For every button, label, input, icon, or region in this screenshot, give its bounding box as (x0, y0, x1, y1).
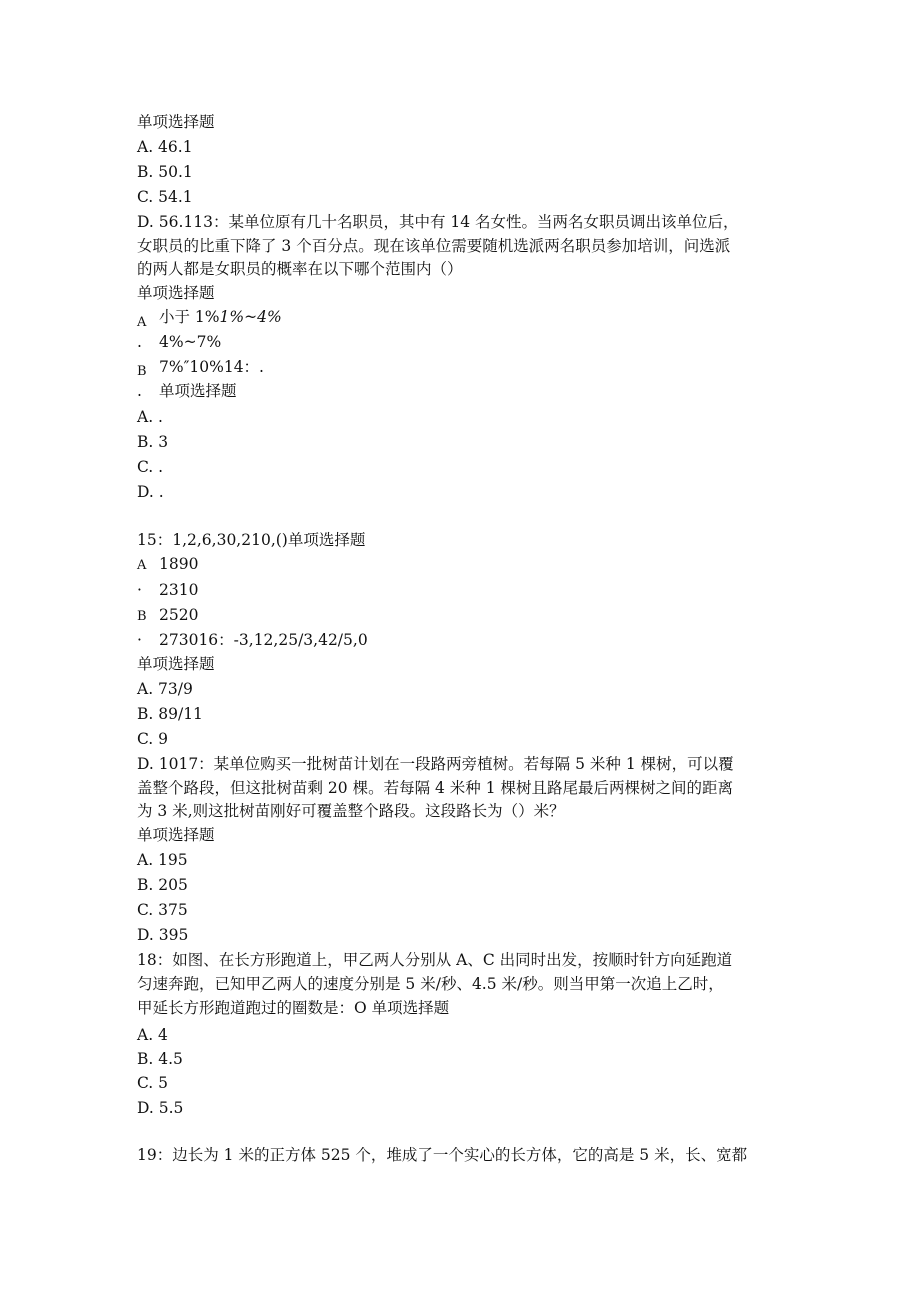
option-text: 1890 (159, 555, 199, 573)
question-type-label: 单项选择题 (137, 655, 215, 673)
option-marker: A (137, 558, 147, 573)
question-type-label: 单项选择题 (137, 284, 215, 302)
option-c: C. 9 (137, 730, 169, 748)
question-type-label: 单项选择题 (137, 826, 215, 844)
option-a: A. . (137, 408, 163, 426)
question-17-text: 为 3 米,则这批树苗刚好可覆盖整个路段。这段路长为（）米？ (137, 802, 565, 820)
question-17-text: 盖整个路段，但这批树苗剩 20 棵。若每隔 4 米种 1 棵树且路尾最后两棵树之间的距离 (137, 779, 734, 797)
option-marker: · (137, 581, 142, 599)
question-18-text: 甲延长方形跑道跑过的圈数是：O 单项选择题 (137, 999, 450, 1017)
option-d: D. 395 (137, 926, 189, 944)
option-text: 小于 1% (159, 308, 220, 326)
option-row (137, 332, 221, 352)
option-text: 1%~4% (219, 308, 282, 326)
question-19-text: 19：边长为 1 米的正方体 525 个，堆成了一个实心的长方体，它的高是 5 米，长、宽都 (137, 1146, 748, 1164)
option-b: B. 89/11 (137, 705, 203, 723)
option-marker: . (137, 382, 142, 400)
option-b: B. 3 (137, 433, 169, 451)
option-marker: B (137, 364, 147, 379)
option-d-question-13: D. 56.113：某单位原有几十名职员，其中有 14 名女性。当两名女职员调出该单位后， (137, 213, 739, 231)
option-a: A. 195 (137, 851, 188, 869)
option-d: D. . (137, 483, 164, 501)
option-a: A. 4 (137, 1026, 168, 1044)
option-row (137, 605, 198, 627)
option-text: 2520 (159, 606, 199, 624)
option-marker: A (137, 315, 147, 330)
option-b: B. 205 (137, 876, 188, 894)
option-row (137, 580, 198, 600)
option-row (137, 381, 237, 401)
question-type-label: 单项选择题 (159, 382, 237, 400)
option-b: B. 50.1 (137, 163, 193, 181)
question-13-text: 的两人都是女职员的概率在以下哪个范围内（） (137, 260, 463, 278)
option-row (137, 357, 264, 379)
option-marker: · (137, 631, 142, 649)
option-c: C. 375 (137, 901, 188, 919)
option-d-question-17: D. 1017：某单位购买一批树苗计划在一段路两旁植树。若每隔 5 米种 1 棵树，可以覆 (137, 755, 734, 773)
option-a: A. 46.1 (137, 138, 193, 156)
option-marker: B (137, 609, 147, 624)
option-c: C. 5 (137, 1074, 169, 1092)
option-c: C. 54.1 (137, 188, 193, 206)
option-marker: . (137, 333, 142, 351)
option-row (137, 307, 282, 329)
option-a: A. 73/9 (137, 680, 193, 698)
question-type-label: 单项选择题 (137, 113, 215, 131)
question-15-text: 15：1,2,6,30,210,()单项选择题 (137, 531, 366, 549)
question-18-text: 18：如图、在长方形跑道上，甲乙两人分别从 A、C 出同时出发，按顺时针方向延跑道 (137, 951, 733, 969)
option-text: 273016：-3,12,25/3,42/5,0 (159, 631, 368, 649)
option-d: D. 5.5 (137, 1099, 184, 1117)
option-row (137, 554, 198, 576)
option-text: 4%~7% (159, 333, 222, 351)
question-13-text: 女职员的比重下降了 3 个百分点。现在该单位需要随机选派两名职员参加培训，问选派 (137, 237, 731, 255)
option-c: C. . (137, 458, 164, 476)
option-b: B. 4.5 (137, 1050, 183, 1068)
question-18-text: 匀速奔跑，已知甲乙两人的速度分别是 5 米/秒、4.5 米/秒。则当甲第一次追上乙时， (137, 975, 724, 993)
option-text: 7%″10%14：. (159, 358, 264, 376)
option-text: 2310 (159, 581, 199, 599)
option-row (137, 630, 368, 650)
